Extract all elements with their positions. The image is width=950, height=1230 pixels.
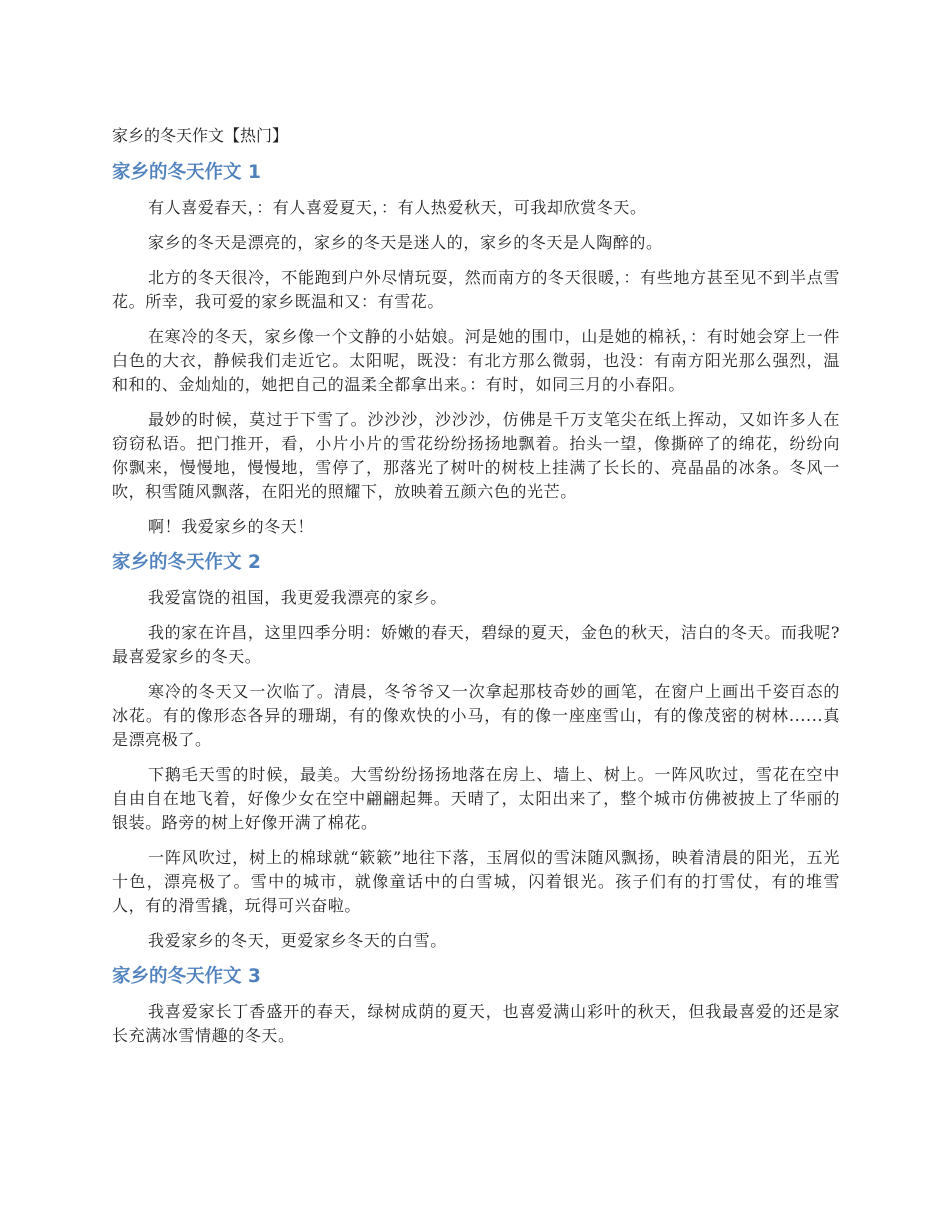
paragraph: 我喜爱家长丁香盛开的春天，绿树成荫的夏天，也喜爱满山彩叶的秋天，但我最喜爱的还是家长充满冰雪情趣的冬天。 (112, 1002, 840, 1045)
paragraph: 我爱家乡的冬天，更爱家乡冬天的白雪。 (148, 931, 447, 950)
section-heading: 家乡的冬天作文 3 (112, 966, 261, 987)
section-3 (112, 964, 840, 1048)
section-2 (112, 550, 840, 953)
paragraph: 我爱富饶的祖国，我更爱我漂亮的家乡。 (148, 588, 447, 607)
paragraph: 我的家在许昌，这里四季分明：娇嫩的春天，碧绿的夏天，金色的秋天，洁白的冬天。而我呢?最喜爱家乡的冬天。 (112, 623, 840, 666)
paragraph: 啊！我爱家乡的冬天！ (148, 517, 315, 536)
paragraph: 一阵风吹过，树上的棉球就“簌簌”地往下落，玉屑似的雪沫随风飘扬，映着清晨的阳光，五光十色，漂亮极了。雪中的城市，就像童话中的白雪城，闪着银光。孩子们有的打雪仗，有的堆雪人，有的滑雪撬，玩得可兴奋啦。 (112, 848, 840, 915)
paragraph: 寒冷的冬天又一次临了。清晨，冬爷爷又一次拿起那枝奇妙的画笔，在窗户上画出千姿百态的冰花。有的像形态各异的珊瑚，有的像欢快的小马，有的像一座座雪山，有的像茂密的树林......真是漂亮极了。 (112, 682, 840, 749)
paragraph: 在寒冷的冬天，家乡像一个文静的小姑娘。河是她的围巾，山是她的棉袄，：有时她会穿上一件白色的大衣，静候我们走近它。太阳呢，既没：有北方那么微弱，也没：有南方阳光那么强烈，温和和的、金灿灿的，她把自己的温柔全都拿出来。：有时，如同三月的小春阳。 (112, 327, 840, 394)
section-heading: 家乡的冬天作文 1 (112, 162, 261, 183)
paragraph: 最妙的时候，莫过于下雪了。沙沙沙，沙沙沙，仿佛是千万支笔尖在纸上挥动，又如许多人在窃窃私语。把门推开，看，小片小片的雪花纷纷扬扬地飘着。抬头一望，像撕碎了的绵花，纷纷向你飘来，慢慢地，慢慢地，雪停了，那落光了树叶的树枝上挂满了长长的、亮晶晶的冰条。冬风一吹，积雪随风飘落，在阳光的照耀下，放映着五颜六色的光芒。 (112, 410, 840, 501)
section-1 (112, 160, 840, 539)
paragraph: 有人喜爱春天，：有人喜爱夏天，：有人热爱秋天，可我却欣赏冬天。 (148, 198, 647, 217)
paragraph: 家乡的冬天是漂亮的，家乡的冬天是迷人的，家乡的冬天是人陶醉的。 (148, 233, 663, 252)
section-heading: 家乡的冬天作文 2 (112, 552, 261, 573)
paragraph: 北方的冬天很冷，不能跑到户外尽情玩耍，然而南方的冬天很暖，：有些地方甚至见不到半点雪花。所幸，我可爱的家乡既温和又：有雪花。 (112, 268, 840, 311)
document-title: 家乡的冬天作文【热门】 (112, 126, 289, 145)
paragraph: 下鹅毛天雪的时候，最美。大雪纷纷扬扬地落在房上、墙上、树上。一阵风吹过，雪花在空中自由自在地飞着，好像少女在空中翩翩起舞。天晴了，太阳出来了，整个城市仿佛被披上了华丽的银装。路旁的树上好像开满了棉花。 (112, 765, 840, 832)
